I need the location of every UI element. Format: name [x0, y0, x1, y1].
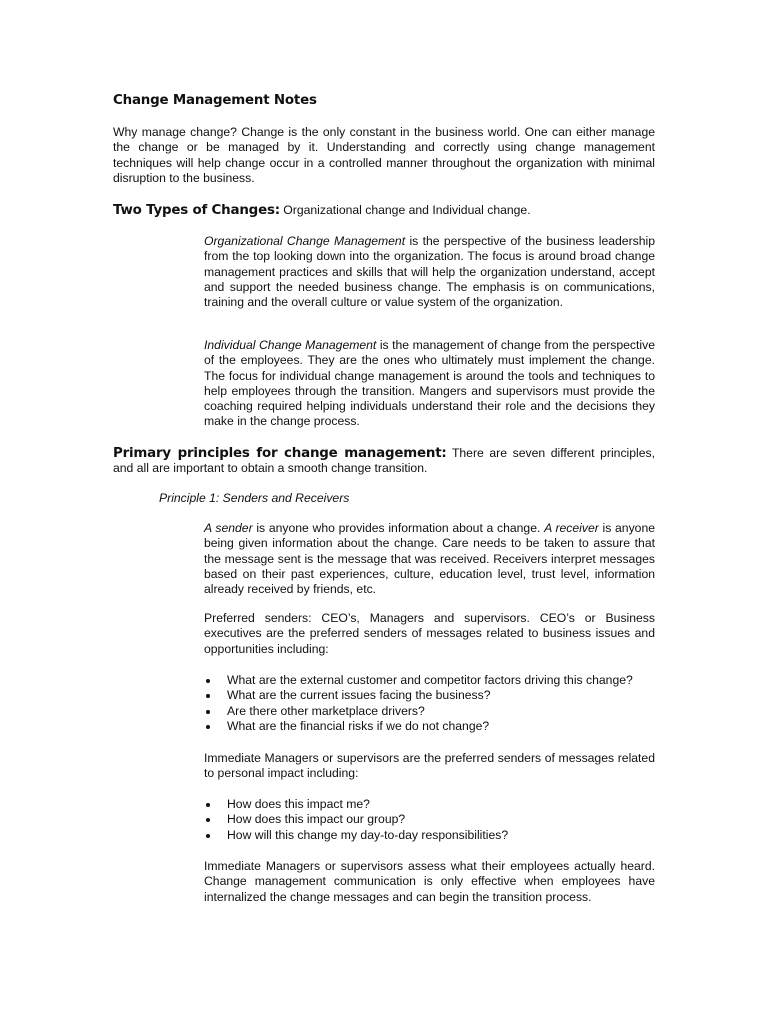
list-item: What are the current issues facing the business? — [204, 688, 664, 703]
list-item: How does this impact me? — [204, 797, 664, 812]
individual-change-term: Individual Change Management — [204, 338, 377, 352]
principle-1-title: Principle 1: Senders and Receivers — [159, 491, 350, 505]
org-change-text: is the perspective of the business leadership from the top looking down into the organization. The focus is around broad change management practices and skills that will help the organization understand, accept and support the needed business change. The emphasis is on communications, training and the overall culture or value system of the organization. — [204, 234, 655, 310]
list-item: Are there other marketplace drivers? — [204, 704, 664, 719]
list-item: What are the financial risks if we do not change? — [204, 719, 664, 734]
principles-text: There are seven different principles, and all are important to obtain a smooth change transition. — [113, 446, 655, 476]
principles-paragraph — [113, 446, 655, 477]
two-types-line — [113, 203, 673, 218]
business-questions-list — [204, 673, 664, 735]
receiver-text: is anyone being given information about the change. Care needs to be taken to assure that the message sent is the message that was received. Receivers interpret messages based on their past experiences, culture, education level, trust level, information already received by friends, etc. — [204, 521, 655, 597]
sender-term: A sender — [204, 521, 253, 535]
list-item: How will this change my day-to-day responsibilities? — [204, 828, 664, 843]
sender-receiver-paragraph — [204, 521, 655, 597]
principles-heading: Primary principles for change management: — [113, 446, 447, 461]
list-item: What are the external customer and competitor factors driving this change? — [204, 673, 664, 688]
two-types-text: Organizational change and Individual change. — [279, 203, 531, 217]
closing-paragraph: Immediate Managers or supervisors assess what their employees actually heard. Change management communication is only effective when employees have internalized the change messages and can begin the transition process. — [204, 859, 655, 904]
org-change-term: Organizational Change Management — [204, 234, 406, 248]
list-item: How does this impact our group? — [204, 812, 664, 827]
individual-change-text: is the management of change from the perspective of the employees. They are the ones who ultimately must implement the change. The focus for individual change management is around the tools and techniques to help employees through the transition. Mangers and supervisors must provide the coaching required helping individuals understand their role and the decisions they make in the change process. — [204, 338, 655, 429]
intro-paragraph: Why manage change? Change is the only constant in the business world. One can either manage the change or be managed by it. Understanding and correctly using change management techniques will help change occur in a controlled manner throughout the organization with minimal disruption to the business. — [113, 125, 655, 185]
managers-paragraph: Immediate Managers or supervisors are the preferred senders of messages related to personal impact including: — [204, 751, 655, 781]
receiver-term: A receiver — [544, 521, 599, 535]
individual-change-paragraph — [204, 338, 655, 430]
page-title: Change Management Notes — [113, 93, 317, 108]
sender-text: is anyone who provides information about a change. — [252, 521, 545, 535]
preferred-senders-paragraph: Preferred senders: CEO’s, Managers and supervisors. CEO’s or Business executives are the preferred senders of messages related to business issues and opportunities including: — [204, 611, 655, 656]
org-change-paragraph — [204, 234, 655, 310]
personal-impact-list — [204, 797, 664, 843]
two-types-heading: Two Types of Changes: — [113, 203, 280, 218]
